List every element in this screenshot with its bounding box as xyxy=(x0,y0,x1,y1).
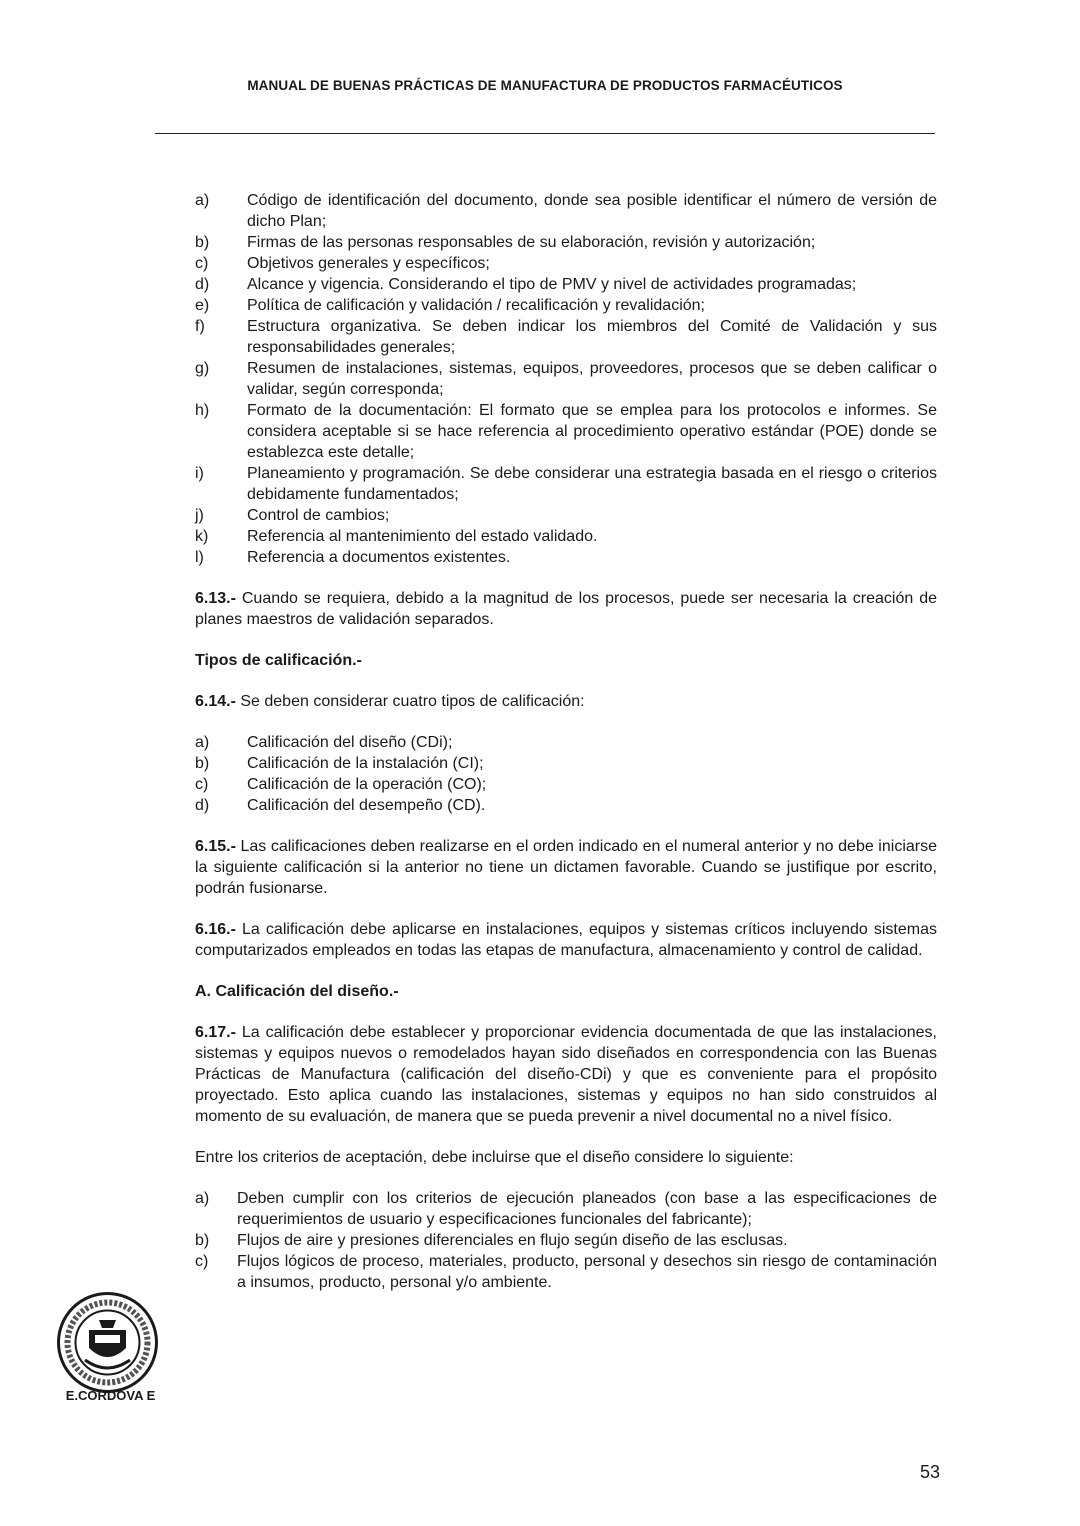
list-item: h) Formato de la documentación: El formato que se emplea para los protocolos e informes. Se considera aceptable si se hace referencia al procedimiento operativo estándar (POE) donde se establezca este detalle; xyxy=(195,402,937,461)
list-item: a) Deben cumplir con los criterios de ejecución planeados (con base a las especificaciones de requerimientos de usuario y especificaciones funcionales del fabricante); xyxy=(195,1190,937,1228)
list-item: b) Calificación de la instalación (CI); xyxy=(195,755,484,772)
list-item: d) Alcance y vigencia. Considerando el tipo de PMV y nivel de actividades programadas; xyxy=(195,276,857,293)
section-6-15: 6.15.- Las calificaciones deben realizarse en el orden indicado en el numeral anterior y no debe iniciarse la siguiente calificación si la anterior no tiene un dictamen favorable. Cuando se justifique por escrito, podrán fusionarse. xyxy=(195,838,937,897)
list-item: g) Resumen de instalaciones, sistemas, equipos, proveedores, procesos que se deben calificar o validar, según corresponda; xyxy=(195,360,937,398)
list-item: a) Código de identificación del documento, donde sea posible identificar el número de versión de dicho Plan; xyxy=(195,192,937,230)
plan-contents-list xyxy=(195,190,937,568)
section-6-13: 6.13.- Cuando se requiera, debido a la magnitud de los procesos, puede ser necesaria la creación de planes maestros de validación separados. xyxy=(195,590,937,628)
page-header: MANUAL DE BUENAS PRÁCTICAS DE MANUFACTURA DE PRODUCTOS FARMACÉUTICOS xyxy=(247,78,843,93)
qualification-types-list xyxy=(195,732,937,816)
list-item: c) Objetivos generales y específicos; xyxy=(195,255,490,272)
section-6-16: 6.16.- La calificación debe aplicarse en instalaciones, equipos y sistemas críticos incluyendo sistemas computarizados empleados en todas las etapas de manufactura, almacenamiento y control de calidad. xyxy=(195,921,937,959)
list-item: c) Calificación de la operación (CO); xyxy=(195,776,487,793)
list-item: b) Flujos de aire y presiones diferenciales en flujo según diseño de las esclusas. xyxy=(195,1232,788,1249)
list-item: l) Referencia a documentos existentes. xyxy=(195,549,511,566)
stamp-signature-label: E.CÓRDOVA E xyxy=(65,1388,156,1403)
document-body xyxy=(195,190,937,1293)
list-item: b) Firmas de las personas responsables de su elaboración, revisión y autorización; xyxy=(195,234,816,251)
list-item: a) Calificación del diseño (CDi); xyxy=(195,734,453,751)
list-item: d) Calificación del desempeño (CD). xyxy=(195,797,486,814)
heading-tipos-calificacion: Tipos de calificación.- xyxy=(195,652,362,669)
list-item: j) Control de cambios; xyxy=(195,507,390,524)
list-item: i) Planeamiento y programación. Se debe considerar una estrategia basada en el riesgo o criterios debidamente fundamentados; xyxy=(195,465,937,503)
criteria-intro: Entre los criterios de aceptación, debe incluirse que el diseño considere lo siguiente: xyxy=(195,1149,794,1166)
list-item: c) Flujos lógicos de proceso, materiales, producto, personal y desechos sin riesgo de contaminación a insumos, producto, personal y/o ambiente. xyxy=(195,1253,937,1291)
section-6-14: 6.14.- Se deben considerar cuatro tipos de calificación: xyxy=(195,693,585,710)
list-item: f) Estructura organizativa. Se deben indicar los miembros del Comité de Validación y sus responsabilidades generales; xyxy=(195,318,937,356)
heading-calificacion-diseno: A. Calificación del diseño.- xyxy=(195,983,399,1000)
page-number: 53 xyxy=(919,1462,940,1482)
header-divider xyxy=(155,133,935,134)
list-item: e) Política de calificación y validación / recalificación y revalidación; xyxy=(195,297,705,314)
section-6-17: 6.17.- La calificación debe establecer y proporcionar evidencia documentada de que las instalaciones, sistemas y equipos nuevos o remodelados hayan sido diseñados en correspondencia con las Buenas Prácticas de Manufactura (calificación del diseño-CDi) y que es conveniente para el propósito proyectado. Esto aplica cuando las instalaciones, sistemas y equipos no han sido construidos al momento de su evaluación, de manera que se pueda prevenir a nivel documental no a nivel físico. xyxy=(195,1024,937,1125)
list-item: k) Referencia al mantenimiento del estado validado. xyxy=(195,528,598,545)
acceptance-criteria-list xyxy=(195,1188,937,1293)
official-seal-icon xyxy=(55,1290,160,1395)
